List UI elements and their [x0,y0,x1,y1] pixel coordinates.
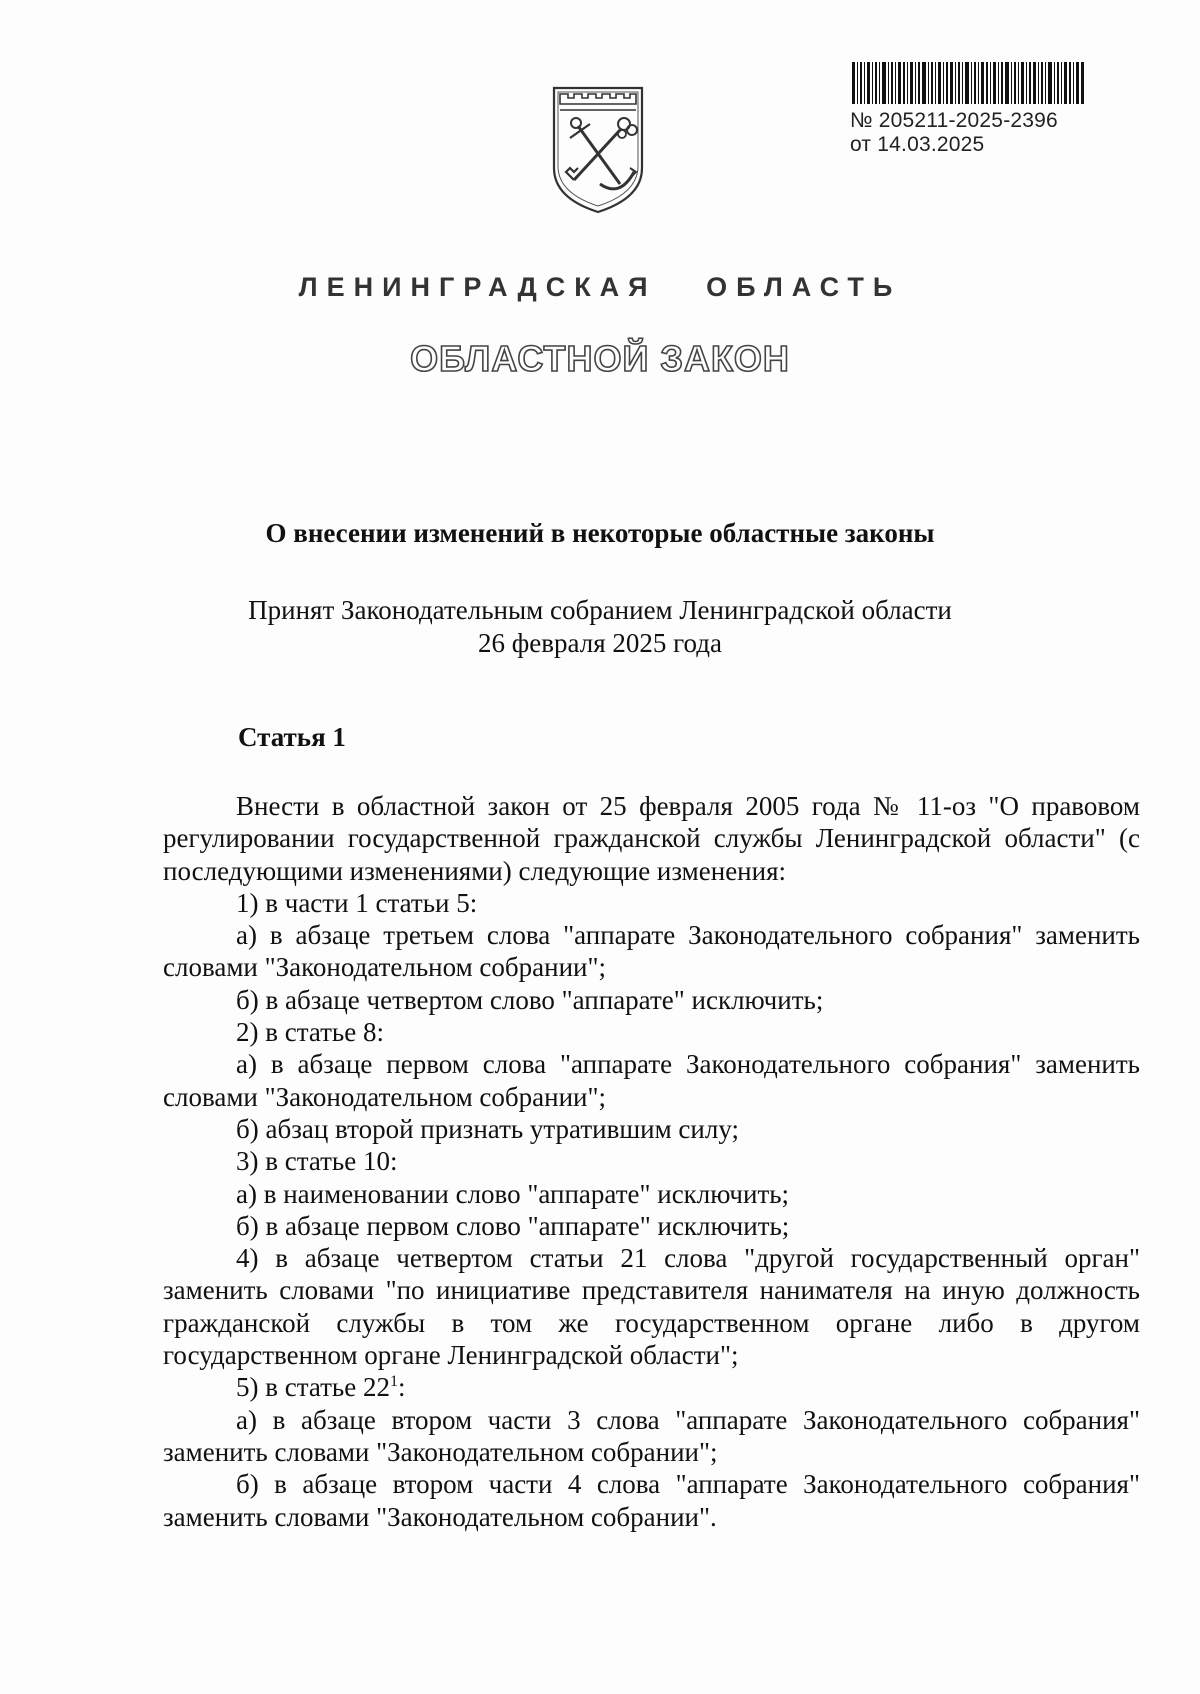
list-item: б) в абзаце четвертом слово "аппарате" исключить; [236,984,824,1015]
list-item: а) в абзаце третьем слова "аппарате Законодательного собрания" заменить словами "Законодательном собрании"; [163,920,1140,983]
list-item: а) в абзаце первом слова "аппарате Законодательного собрания" заменить словами "Законодательном собрании"; [163,1049,1140,1112]
list-item: а) в абзаце втором части 3 слова "аппарате Законодательного собрания" заменить словами "Законодательном собрании"; [163,1404,1140,1467]
item5-superscript: 1 [389,1373,398,1391]
item5-suffix: : [397,1372,406,1403]
registration-date: от 14.03.2025 [850,133,985,156]
list-item: б) в абзаце первом слово "аппарате" исключить; [236,1210,790,1241]
list-item: 3) в статье 10: [236,1146,398,1177]
list-item: 4) в абзаце четвертом статьи 21 слова "другой государственный орган" заменить словами "по инициативе представителя нанимателя на иную должность гражданской службы в том же государственном органе либо в другом государственном органе Ленинградской области"; [163,1243,1140,1371]
list-item: б) в абзаце втором части 4 слова "аппарате Законодательного собрания" заменить словами "Законодательном собрании". [163,1469,1140,1532]
list-item: а) в наименовании слово "аппарате" исключить; [236,1178,790,1209]
adoption-date-line: 26 февраля 2025 года [478,628,722,658]
list-item-5 [163,1371,1140,1403]
list-item: 2) в статье 8: [236,1017,384,1048]
list-item: б) абзац второй признать утратившим силу; [236,1113,739,1144]
article-heading: Статья 1 [238,722,346,752]
adoption-info [0,594,1200,660]
law-kind-heading: ОБЛАСТНОЙ ЗАКОН [410,338,790,379]
region-heading: ЛЕНИНГРАДСКАЯ ОБЛАСТЬ [298,272,902,302]
adoption-body-line: Принят Законодательным собранием Ленинградской области [248,595,952,625]
barcode-icon [852,62,1084,104]
leningrad-oblast-coat-of-arms-icon [548,76,648,216]
law-title: О внесении изменений в некоторые областные законы [265,518,935,548]
article-body [163,790,1140,1533]
article-intro: Внести в областной закон от 25 февраля 2005 года № 11-оз "О правовом регулировании государственной гражданской службы Ленинградской области" (с последующими изменениями) следующие изменения: [163,791,1140,886]
registration-number: № 205211-2025-2396 [850,109,1058,132]
item5-prefix: 5) в статье 22 [236,1372,390,1403]
registration-block [850,62,1110,157]
list-item: 1) в части 1 статьи 5: [236,887,478,918]
